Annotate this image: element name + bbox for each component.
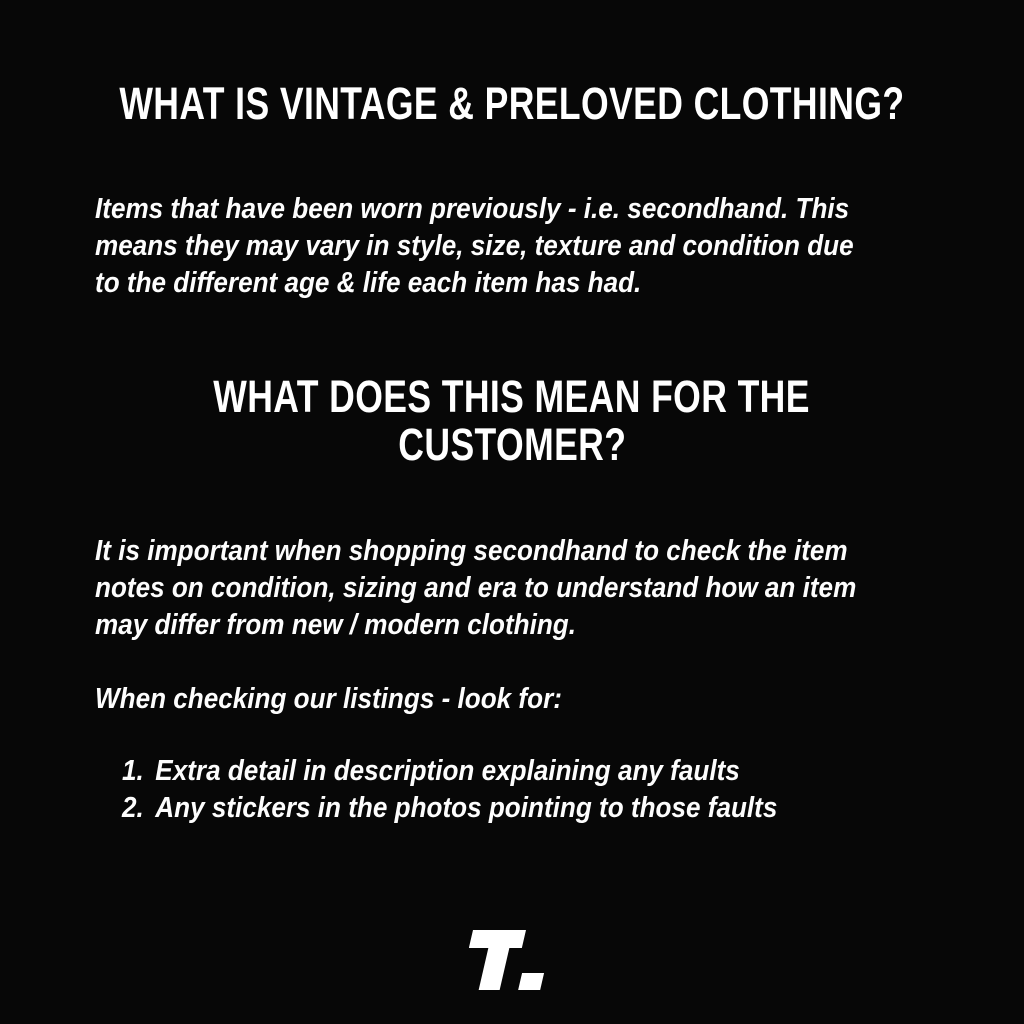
checklist-item-1: [122, 753, 777, 790]
checklist-text-2: Any stickers in the photos pointing to those faults: [155, 792, 778, 824]
intro-paragraph: [95, 191, 938, 302]
checklist-number-1: 1.: [122, 755, 144, 787]
intro-line-1: Items that have been worn previously - i.e. secondhand. This: [95, 193, 850, 225]
checklist-item-2: [122, 790, 777, 827]
listings-lead-text: When checking our listings - look for:: [95, 683, 562, 715]
listings-lead: [95, 681, 614, 718]
customer-line-2: notes on condition, sizing and era to understand how an item: [95, 572, 857, 604]
brand-logo: [0, 930, 1024, 991]
checklist-number-2: 2.: [122, 792, 144, 824]
customer-line-3: may differ from new / modern clothing.: [95, 609, 576, 641]
customer-paragraph: [95, 533, 941, 644]
sub-heading-text-2: CUSTOMER?: [397, 419, 627, 470]
main-heading-text: WHAT IS VINTAGE & PRELOVED CLOTHING?: [119, 78, 905, 129]
intro-line-2: means they may vary in style, size, texture and condition due: [95, 230, 854, 262]
customer-line-1: It is important when shopping secondhand to check the item: [95, 535, 848, 567]
intro-line-3: to the different age & life each item has had.: [95, 267, 642, 299]
main-heading: [0, 78, 1024, 129]
brand-logo-t-icon: [469, 930, 555, 991]
checklist-text-1: Extra detail in description explaining any faults: [155, 755, 740, 787]
checklist: [122, 753, 850, 827]
sub-heading-text-1: WHAT DOES THIS MEAN FOR THE: [213, 371, 811, 422]
sub-heading-line-1: [0, 373, 1024, 421]
sub-heading-line-2: [0, 421, 1024, 469]
sub-heading: [0, 373, 1024, 469]
